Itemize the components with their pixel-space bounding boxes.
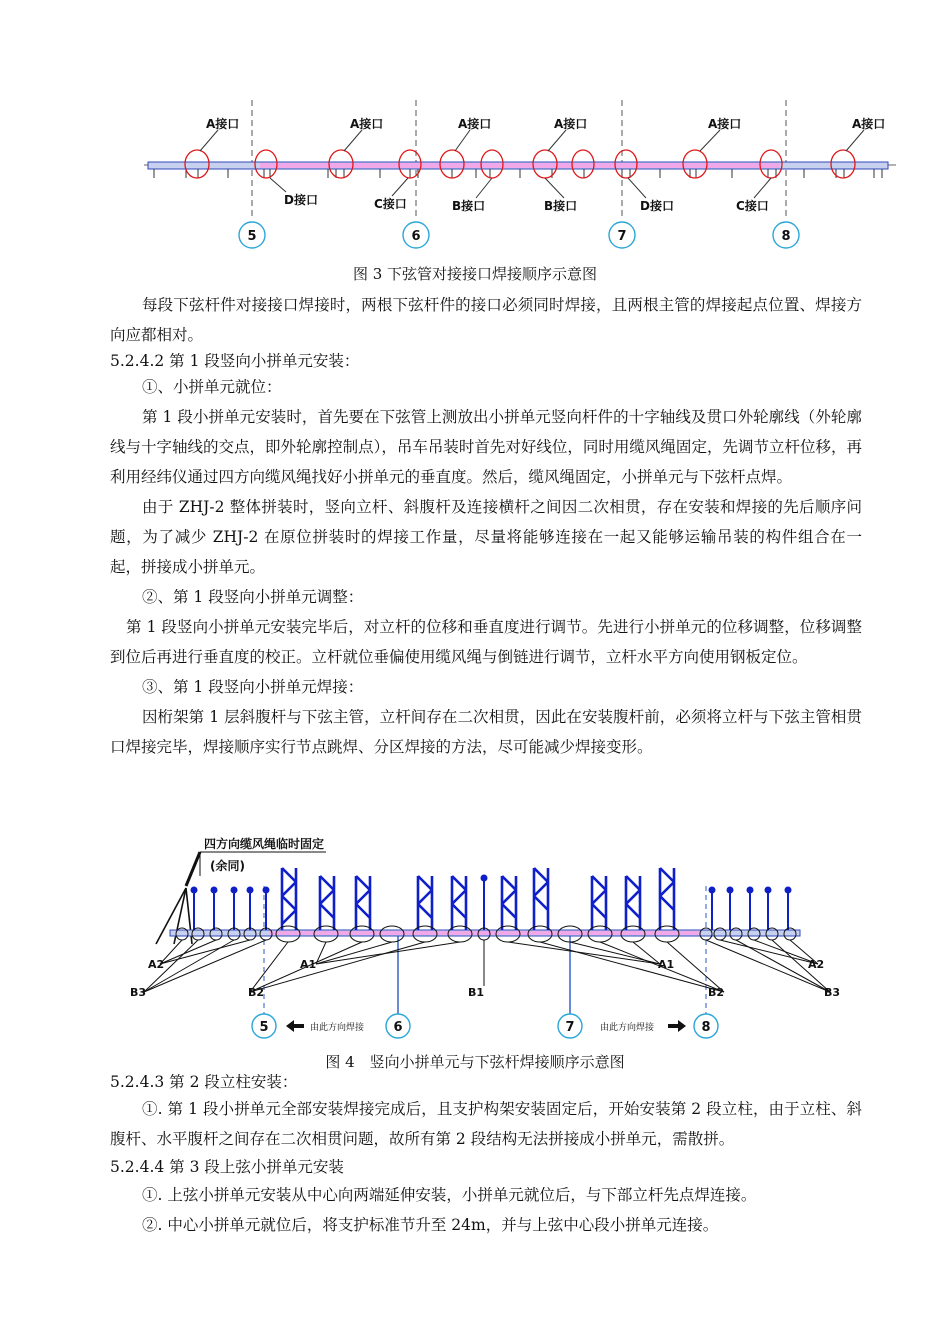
fig4-axis-7: 7 [565, 1020, 575, 1035]
fig3-label-a6: A接口 [852, 117, 886, 131]
paragraph: 每段下弦杆件对接接口焊接时，两根下弦杆件的接口必须同时焊接，且两根主管的焊接起点位置、焊接方向应都相对。 [110, 296, 862, 344]
fig3-label-c1: C接口 [374, 197, 407, 211]
section-heading: 5.2.4.4 第 3 段上弦小拼单元安装 [110, 1158, 344, 1176]
fig3-label-a2: A接口 [350, 117, 384, 131]
body-text-upper [110, 290, 862, 762]
subheading: ①、小拼单元就位： [142, 378, 282, 396]
fig4-label-b2-right: B2 [708, 986, 725, 999]
fig4-label-b3-left: B3 [130, 986, 147, 999]
fig4-label-b1: B1 [468, 986, 485, 999]
fig4-label-a2-left: A2 [148, 958, 165, 971]
figure-3-diagram [140, 96, 910, 256]
fig3-label-b2: B接口 [544, 199, 578, 213]
fig3-label-a1: A接口 [206, 117, 240, 131]
body-text-lower [110, 1070, 862, 1240]
fig4-label-a1-right: A1 [658, 958, 675, 971]
subheading: ③、第 1 段竖向小拼单元焊接： [142, 678, 364, 696]
fig3-label-a4: A接口 [554, 117, 588, 131]
figure-4-diagram [130, 826, 840, 1046]
fig4-arrow-left-icon [286, 1020, 304, 1032]
fig3-label-a3: A接口 [458, 117, 492, 131]
figure-3-caption: 图 3 下弦管对接接口焊接顺序示意图 [352, 265, 598, 283]
fig4-axis-6: 6 [393, 1020, 403, 1035]
paragraph: ①. 上弦小拼单元安装从中心向两端延伸安装，小拼单元就位后，与下部立杆先点焊连接。 [142, 1186, 757, 1204]
paragraph: 由于 ZHJ-2 整体拼装时，竖向立杆、斜腹杆及连接横杆之间因二次相贯，存在安装和焊接的先后顺序问题，为了减少 ZHJ-2 在原位拼装时的焊接工作量，尽量将能够连接在一起又能够运输吊装的构件组合在一起，拼接成小拼单元。 [110, 498, 862, 576]
section-heading: 5.2.4.3 第 2 段立柱安装： [110, 1073, 298, 1091]
fig4-label-a2-right: A2 [808, 958, 825, 971]
fig3-label-b1: B接口 [452, 199, 486, 213]
fig3-axis-8: 8 [781, 229, 791, 244]
fig4-note-line2: (余同) [210, 859, 245, 873]
fig3-label-d1: D接口 [284, 193, 318, 207]
fig4-label-b2-left: B2 [248, 986, 265, 999]
fig3-axis-7: 7 [617, 229, 627, 244]
fig3-label-a5: A接口 [708, 117, 742, 131]
section-heading: 5.2.4.2 第 1 段竖向小拼单元安装： [110, 352, 360, 370]
paragraph: 第 1 段竖向小拼单元安装完毕后，对立杆的位移和垂直度进行调节。先进行小拼单元的位移调整，位移调整到位后再进行垂直度的校正。立杆就位垂偏使用缆风绳与倒链进行调节，立杆水平方向使用钢板定位。 [110, 618, 862, 666]
paragraph: 因桁架第 1 层斜腹杆与下弦主管，立杆间存在二次相贯，因此在安装腹杆前，必须将立杆与下弦主管相贯口焊接完毕，焊接顺序实行节点跳焊、分区焊接的方法，尽可能减少焊接变形。 [110, 708, 862, 756]
fig3-label-d2: D接口 [640, 199, 674, 213]
paragraph: 第 1 段小拼单元安装时，首先要在下弦管上测放出小拼单元竖向杆件的十字轴线及贯口外轮廓线（外轮廓线与十字轴线的交点，即外轮廓控制点），吊车吊装时首先对好线位，同时用缆风绳固定，先调节立杆位移，再利用经纬仪通过四方向缆风绳找好小拼单元的垂直度。然后，缆风绳固定，小拼单元与下弦杆点焊。 [110, 408, 862, 486]
paragraph: ①. 第 1 段小拼单元全部安装焊接完成后，且支护构架安装固定后，开始安装第 2 段立柱，由于立柱、斜腹杆、水平腹杆之间存在二次相贯问题，故所有第 2 段结构无法拼接成小拼单元，需散拼。 [110, 1100, 862, 1148]
fig4-axis-5: 5 [259, 1020, 269, 1035]
subheading: ②、第 1 段竖向小拼单元调整： [142, 588, 364, 606]
fig3-label-c2: C接口 [736, 199, 769, 213]
fig4-label-b3-right: B3 [824, 986, 840, 999]
fig4-axis-8: 8 [701, 1020, 711, 1035]
figure-4-caption: 图 4 竖向小拼单元与下弦杆焊接顺序示意图 [325, 1053, 625, 1071]
fig3-axis-6: 6 [411, 229, 421, 244]
fig3-axis-5: 5 [247, 229, 257, 244]
fig4-note-line1: 四方向缆风绳临时固定 [204, 837, 325, 851]
paragraph: ②. 中心小拼单元就位后，将支护标准节升至 24m，并与上弦中心段小拼单元连接。 [142, 1216, 719, 1234]
fig4-arrow-right-label: 由此方向焊接 [600, 1023, 655, 1033]
fig4-label-a1-left: A1 [300, 958, 317, 971]
fig4-arrow-left-label: 由此方向焊接 [310, 1023, 365, 1033]
fig4-arrow-right-icon [668, 1020, 686, 1032]
